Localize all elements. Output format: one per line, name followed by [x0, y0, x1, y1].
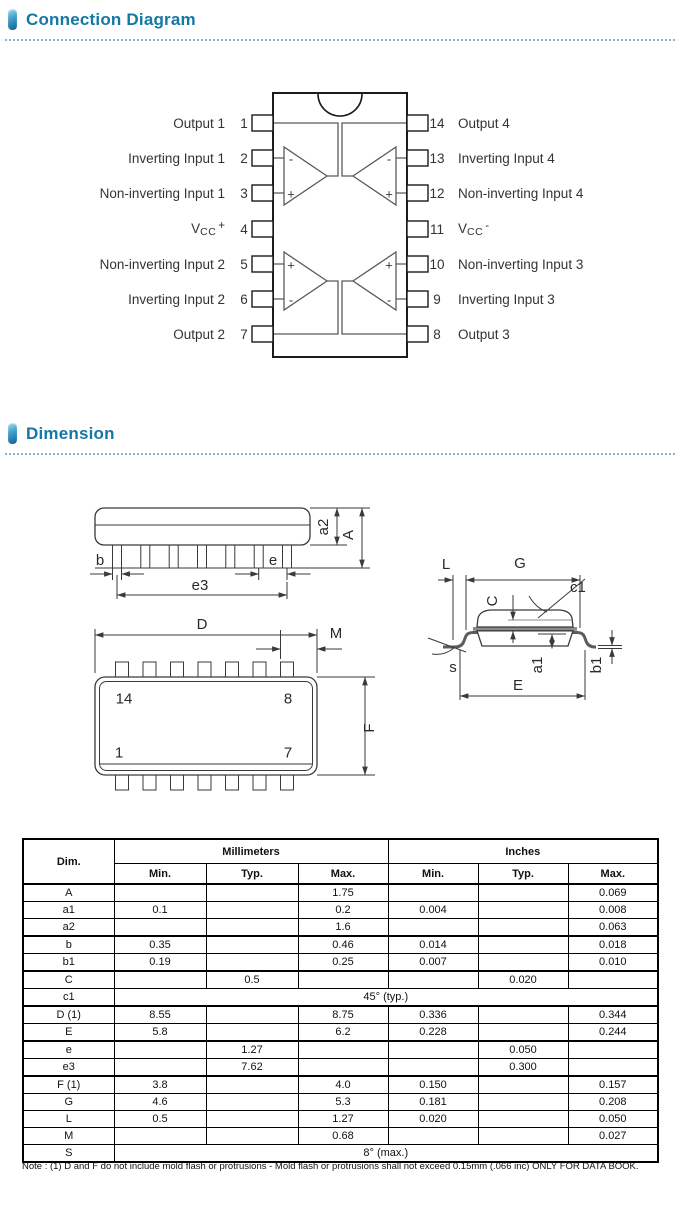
value-cell: 0.063: [568, 919, 658, 937]
value-cell: 0.25: [298, 954, 388, 972]
table-row-G: [23, 1094, 658, 1111]
package-top-view-drawing: [70, 615, 410, 805]
amp1-inverting-sign: -: [288, 151, 294, 167]
dim-cell: S: [23, 1145, 114, 1163]
pin-number: 9: [433, 291, 441, 307]
dim-label-D: D: [196, 616, 208, 633]
wire-output-1: [273, 123, 338, 176]
value-cell: [478, 1128, 568, 1145]
pin-number: 8: [433, 326, 441, 342]
wire-output-2: [273, 281, 338, 334]
amp4-noninverting-sign: +: [385, 186, 393, 202]
pin-row-11: [426, 219, 680, 239]
value-cell: 1.27: [298, 1111, 388, 1128]
value-cell: 5.3: [298, 1094, 388, 1111]
dim-cell: D (1): [23, 1006, 114, 1024]
value-cell: 4.0: [298, 1076, 388, 1094]
value-cell: 0.018: [568, 936, 658, 954]
pin-row-14: [426, 113, 680, 133]
foot-angle-arc: [432, 648, 454, 654]
value-cell: 4.6: [114, 1094, 206, 1111]
side-view-body: [95, 508, 310, 545]
wire-inputs-amp1: [273, 158, 284, 193]
value-cell: 3.8: [114, 1076, 206, 1094]
pin-row-12: [426, 183, 680, 203]
connection-section-title: Connection Diagram: [26, 9, 196, 29]
value-cell: [206, 902, 298, 919]
dim-cell: b1: [23, 954, 114, 972]
table-row-a2: [23, 919, 658, 937]
value-cell: 0.5: [206, 971, 298, 989]
dim-label-s: s: [449, 659, 457, 676]
value-cell: [478, 1111, 568, 1128]
value-cell: 0.008: [568, 902, 658, 919]
dim-label-G: G: [514, 555, 526, 572]
value-cell: [478, 902, 568, 919]
dim-cell: A: [23, 884, 114, 902]
value-cell: 6.2: [298, 1024, 388, 1042]
ic-pinout-diagram: [0, 85, 680, 380]
pin-label: Non-inverting Input 1: [99, 185, 225, 201]
value-cell: 0.007: [388, 954, 478, 972]
pin-row-9: [426, 289, 680, 309]
value-cell: [206, 1094, 298, 1111]
amp1-noninverting-sign: +: [287, 186, 295, 202]
pin-label: Output 1: [173, 115, 225, 131]
value-cell: 0.050: [478, 1041, 568, 1059]
pin-row-8: [426, 324, 680, 344]
corner-pin-1: 1: [114, 744, 124, 762]
pin-label: Inverting Input 3: [458, 291, 555, 307]
dim-label-c1: c1: [570, 579, 586, 596]
value-cell: 1.6: [298, 919, 388, 937]
pin-number: 1: [240, 115, 248, 131]
table-row-E: [23, 1024, 658, 1042]
value-cell: [114, 884, 206, 902]
wire-inputs-amp3: [396, 264, 407, 299]
package-side-view-drawing: [70, 487, 400, 617]
dim-cell: E: [23, 1024, 114, 1042]
pin-pads: [252, 115, 428, 342]
sub-header: Max.: [298, 864, 388, 885]
group-header-inches: Inches: [388, 839, 658, 864]
pin-label: Output 4: [458, 115, 510, 131]
value-cell: [114, 1128, 206, 1145]
amp2-noninverting-sign: +: [287, 257, 295, 273]
end-view-cap: [477, 610, 573, 627]
value-cell: 5.8: [114, 1024, 206, 1042]
value-cell: 0.344: [568, 1006, 658, 1024]
pin-number: 5: [240, 256, 248, 272]
pin-row-6: [0, 289, 254, 309]
pin-number: 4: [240, 221, 248, 237]
value-cell: [478, 936, 568, 954]
sub-header: Typ.: [206, 864, 298, 885]
value-cell: [478, 1094, 568, 1111]
value-cell: [114, 1041, 206, 1059]
dim-cell: L: [23, 1111, 114, 1128]
value-cell: 0.35: [114, 936, 206, 954]
table-row-L: [23, 1111, 658, 1128]
value-cell: 0.150: [388, 1076, 478, 1094]
value-cell: 0.228: [388, 1024, 478, 1042]
dim-label-F: F: [361, 723, 378, 733]
package-end-view-drawing: [420, 550, 680, 710]
table-row-A: [23, 884, 658, 902]
pin-row-2: [0, 148, 254, 168]
table-row-b1: [23, 954, 658, 972]
dim-cell: b: [23, 936, 114, 954]
amp3-noninverting-sign: +: [385, 257, 393, 273]
value-cell: 0.004: [388, 902, 478, 919]
pin-number: 3: [240, 185, 248, 201]
section-bullet-icon: [8, 9, 17, 30]
value-cell: 0.014: [388, 936, 478, 954]
value-cell-span: 45° (typ.): [114, 989, 658, 1007]
value-cell: [478, 884, 568, 902]
dim-label-a2: a2: [315, 518, 332, 536]
side-view-leads: [113, 545, 292, 568]
pin-label: VCC -: [458, 220, 490, 238]
pin-label: VCC +: [191, 220, 225, 238]
corner-pin-7: 7: [283, 744, 293, 762]
value-cell: 0.336: [388, 1006, 478, 1024]
value-cell: [206, 1006, 298, 1024]
value-cell: 0.020: [478, 971, 568, 989]
value-cell: 8.75: [298, 1006, 388, 1024]
value-cell: 0.181: [388, 1094, 478, 1111]
dim-cell: e: [23, 1041, 114, 1059]
value-cell: [478, 1024, 568, 1042]
value-cell: 0.46: [298, 936, 388, 954]
end-view-lower-body: [477, 631, 573, 646]
dim-cell: C: [23, 971, 114, 989]
dim-label-L: L: [441, 556, 451, 573]
value-cell: [568, 971, 658, 989]
dim-cell: a1: [23, 902, 114, 919]
pin-row-3: [0, 183, 254, 203]
dim-cell: G: [23, 1094, 114, 1111]
dim-label-b: b: [95, 552, 105, 569]
value-cell: 0.010: [568, 954, 658, 972]
value-cell: 1.75: [298, 884, 388, 902]
value-cell: [206, 919, 298, 937]
value-cell: [388, 1128, 478, 1145]
pin-label: Inverting Input 2: [128, 291, 225, 307]
dimension-section-title: Dimension: [26, 423, 115, 443]
pin-row-1: [0, 113, 254, 133]
value-cell: [298, 1059, 388, 1077]
amp4-inverting-sign: -: [386, 151, 392, 167]
value-cell: [114, 1059, 206, 1077]
value-cell: 0.157: [568, 1076, 658, 1094]
sub-header: Typ.: [478, 864, 568, 885]
sub-header: Max.: [568, 864, 658, 885]
pin-row-5: [0, 254, 254, 274]
dim-cell: a2: [23, 919, 114, 937]
value-cell: 0.208: [568, 1094, 658, 1111]
dim-label-e: e: [268, 552, 278, 569]
pin-number: 13: [429, 150, 445, 166]
dim-label-e3: e3: [191, 577, 209, 594]
pin-label: Non-inverting Input 4: [458, 185, 584, 201]
dim-cell: c1: [23, 989, 114, 1007]
index-notch-icon: [318, 94, 362, 116]
pin-number: 12: [429, 185, 445, 201]
pin-label: Inverting Input 4: [458, 150, 555, 166]
value-cell: [568, 1041, 658, 1059]
wire-inputs-amp2: [273, 264, 284, 299]
value-cell: 0.2: [298, 902, 388, 919]
dimension-section-header: [8, 423, 115, 444]
right-lead: [572, 633, 596, 648]
dotted-divider: [5, 453, 675, 455]
ic-body: [273, 93, 407, 357]
pin-number: 10: [429, 256, 445, 272]
value-cell: [206, 1024, 298, 1042]
value-cell: [388, 1059, 478, 1077]
table-row-C: [23, 971, 658, 989]
value-cell-span: 8° (max.): [114, 1145, 658, 1163]
sub-header: Min.: [388, 864, 478, 885]
dim-cell: M: [23, 1128, 114, 1145]
value-cell: 0.68: [298, 1128, 388, 1145]
value-cell: [388, 884, 478, 902]
value-cell: 0.027: [568, 1128, 658, 1145]
wire-output-3: [342, 281, 407, 334]
group-header-millimeters: Millimeters: [114, 839, 388, 864]
value-cell: [478, 919, 568, 937]
dimension-table-container: [22, 838, 659, 1163]
table-row-a1: [23, 902, 658, 919]
corner-pin-8: 8: [283, 690, 293, 708]
dim-label-b1: b1: [588, 656, 605, 674]
dim-cell: e3: [23, 1059, 114, 1077]
amp3-inverting-sign: -: [386, 292, 392, 308]
value-cell: [298, 1041, 388, 1059]
value-cell: 0.1: [114, 902, 206, 919]
left-lead: [443, 633, 478, 648]
value-cell: [568, 1059, 658, 1077]
pin-row-7: [0, 324, 254, 344]
pin-row-13: [426, 148, 680, 168]
wire-inputs-amp4: [396, 158, 407, 193]
table-row-M: [23, 1128, 658, 1145]
table-footnote: Note : (1) D and F do not include mold flash or protrusions - Mold flash or protrusions shall not exceed 0.15mm (.066 inc) ONLY FOR DATA BOOK.: [22, 1161, 639, 1172]
pin-number: 7: [240, 326, 248, 342]
dim-cell: F (1): [23, 1076, 114, 1094]
pin-number: 2: [240, 150, 248, 166]
pin-label: Output 2: [173, 326, 225, 342]
amp2-inverting-sign: -: [288, 292, 294, 308]
pin-row-4: [0, 219, 254, 239]
value-cell: 7.62: [206, 1059, 298, 1077]
dim-label-A: A: [340, 529, 357, 541]
value-cell: [206, 1128, 298, 1145]
value-cell: 0.300: [478, 1059, 568, 1077]
table-row-D (1): [23, 1006, 658, 1024]
pin-number: 11: [429, 221, 444, 237]
table-row-e: [23, 1041, 658, 1059]
value-cell: 0.020: [388, 1111, 478, 1128]
dim-label-E: E: [512, 677, 524, 694]
dim-label-M: M: [329, 625, 343, 642]
sub-header: Min.: [114, 864, 206, 885]
pin-label: Output 3: [458, 326, 510, 342]
pin-row-10: [426, 254, 680, 274]
value-cell: 1.27: [206, 1041, 298, 1059]
value-cell: [206, 1111, 298, 1128]
value-cell: 0.050: [568, 1111, 658, 1128]
value-cell: [388, 1041, 478, 1059]
value-cell: 8.55: [114, 1006, 206, 1024]
value-cell: [206, 936, 298, 954]
table-row-e3: [23, 1059, 658, 1077]
table-row-S: [23, 1145, 658, 1163]
value-cell: [206, 954, 298, 972]
value-cell: [478, 1006, 568, 1024]
table-row-c1: [23, 989, 658, 1007]
pin-label: Non-inverting Input 3: [458, 256, 584, 272]
wire-output-4: [342, 123, 407, 176]
value-cell: [114, 919, 206, 937]
dimension-table: [22, 838, 659, 1163]
corner-pin-14: 14: [115, 690, 133, 708]
pin-label: Non-inverting Input 2: [99, 256, 225, 272]
value-cell: 0.244: [568, 1024, 658, 1042]
value-cell: [478, 954, 568, 972]
dim-label-C: C: [484, 595, 501, 607]
value-cell: [478, 1076, 568, 1094]
value-cell: [206, 884, 298, 902]
value-cell: [114, 971, 206, 989]
value-cell: [388, 919, 478, 937]
table-row-b: [23, 936, 658, 954]
value-cell: 0.19: [114, 954, 206, 972]
pin-label: Inverting Input 1: [128, 150, 225, 166]
pin-number: 6: [240, 291, 248, 307]
table-row-F (1): [23, 1076, 658, 1094]
value-cell: 0.5: [114, 1111, 206, 1128]
value-cell: [388, 971, 478, 989]
col-header-dim: Dim.: [23, 839, 114, 884]
dim-label-a1: a1: [529, 656, 546, 674]
value-cell: [206, 1076, 298, 1094]
section-bullet-icon: [8, 423, 17, 444]
dotted-divider: [5, 39, 675, 41]
pin-number: 14: [429, 115, 445, 131]
value-cell: 0.069: [568, 884, 658, 902]
connection-section-header: [8, 9, 196, 30]
value-cell: [298, 971, 388, 989]
